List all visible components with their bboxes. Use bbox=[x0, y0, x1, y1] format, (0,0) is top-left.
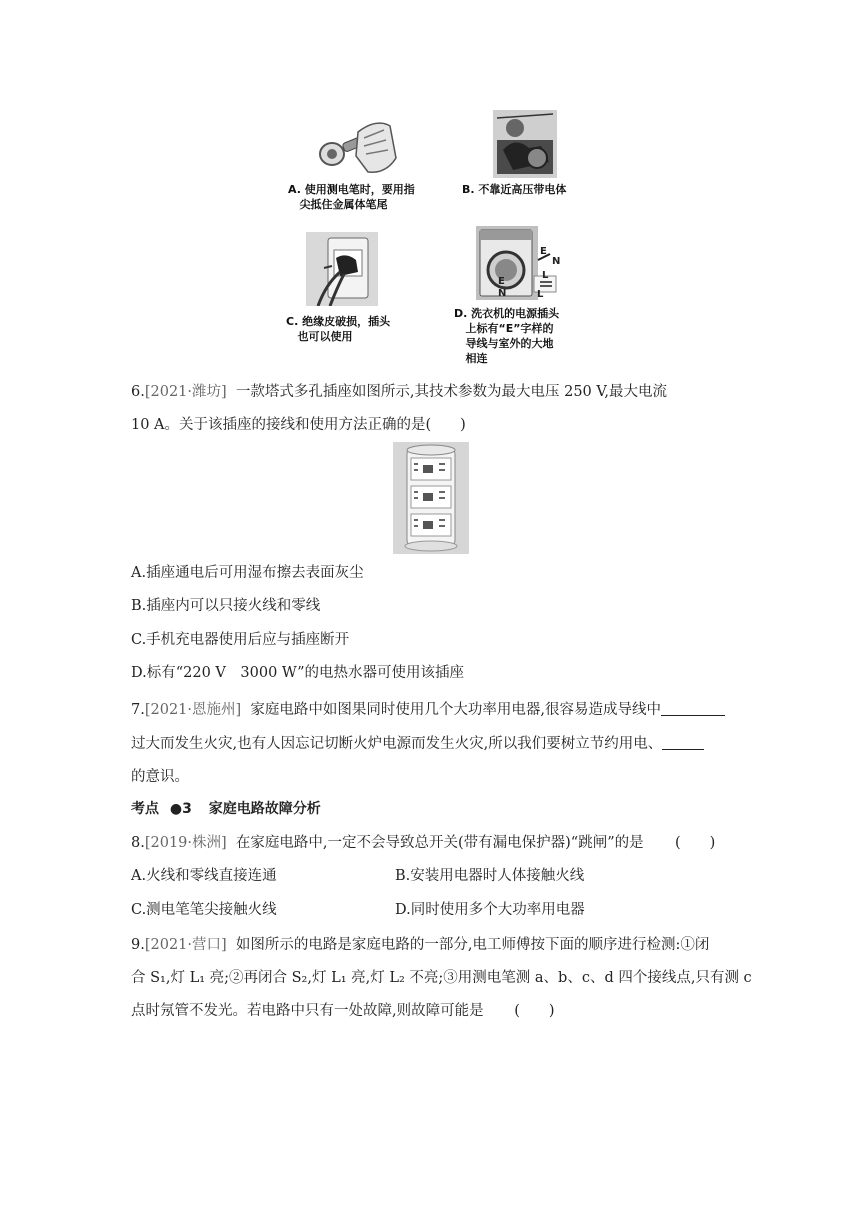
answer-blank-1[interactable] bbox=[661, 701, 725, 716]
caption-b: B. 不靠近高压带电体 bbox=[462, 183, 567, 196]
question-8-option-c: C.测电笔笔尖接触火线 bbox=[131, 902, 277, 918]
question-6-option-c: C.手机充电器使用后应与插座断开 bbox=[131, 632, 350, 648]
question-8-option-a: A.火线和零线直接连通 bbox=[131, 868, 277, 884]
question-6-line-2: 10 A。关于该插座的接线和使用方法正确的是( ) bbox=[131, 417, 466, 433]
tower-socket-image bbox=[393, 442, 469, 554]
question-number: 6. bbox=[131, 384, 145, 400]
plug-label-l-bottom: L bbox=[537, 289, 544, 300]
question-7-line-2 bbox=[131, 734, 704, 754]
question-8-option-d: D.同时使用多个大功率用电器 bbox=[395, 902, 585, 918]
question-8-option-b: B.安装用电器时人体接触火线 bbox=[395, 868, 585, 884]
question-7-line-3: 的意识。 bbox=[131, 769, 189, 785]
caption-c: C. 绝缘皮破损，插头 也可以使用 bbox=[286, 315, 391, 343]
section-label: 考点 bbox=[131, 801, 159, 817]
answer-paren: ( ) bbox=[514, 1003, 555, 1019]
question-9-line-3 bbox=[131, 1001, 555, 1021]
caption-a: A. 使用测电笔时，要用指 尖抵住金属体笔尾 bbox=[288, 183, 415, 211]
washing-machine-image bbox=[470, 224, 580, 304]
question-6-line-1 bbox=[131, 382, 667, 402]
high-voltage-image bbox=[493, 110, 557, 178]
section-heading bbox=[131, 799, 321, 819]
plug-label-e-top: E bbox=[540, 246, 547, 257]
plug-label-l-top: L bbox=[542, 270, 549, 281]
question-text: 如图所示的电路是家庭电路的一部分,电工师傅按下面的顺序进行检测:①闭 bbox=[235, 937, 710, 953]
question-6-option-a: A.插座通电后可用湿布擦去表面灰尘 bbox=[131, 565, 364, 581]
damaged-plug-image bbox=[306, 232, 378, 306]
question-6-option-b: B.插座内可以只接火线和零线 bbox=[131, 598, 321, 614]
caption-d: D. 洗衣机的电源插头 上标有“E”字样的 导线与室外的大地 相连 bbox=[454, 307, 560, 365]
figure-safety-practices bbox=[280, 108, 600, 370]
question-text: 家庭电路中如图果同时使用几个大功率用电器,很容易造成导线中 bbox=[250, 702, 661, 718]
question-source: [2019·株洲] bbox=[144, 835, 227, 851]
question-source: [2021·营口] bbox=[144, 937, 227, 953]
section-title: 家庭电路故障分析 bbox=[208, 801, 321, 817]
answer-blank-2[interactable] bbox=[662, 735, 704, 750]
question-text: 一款塔式多孔插座如图所示,其技术参数为最大电压 250 V,最大电流 bbox=[235, 384, 667, 400]
question-8-stem bbox=[131, 833, 644, 853]
question-source: [2021·潍坊] bbox=[144, 384, 227, 400]
tester-hand-image bbox=[298, 112, 408, 178]
plug-label-e-bottom: E bbox=[498, 276, 505, 287]
question-6-option-d: D.标有“220 V 3000 W”的电热水器可使用该插座 bbox=[131, 665, 464, 681]
section-number: ●3 bbox=[169, 801, 192, 817]
question-9-line-2: 合 S₁,灯 L₁ 亮;②再闭合 S₂,灯 L₁ 亮,灯 L₂ 不亮;③用测电笔测 a、b、c、d 四个接线点,只有测 c bbox=[131, 970, 752, 986]
question-7-line-1 bbox=[131, 700, 725, 720]
plug-label-n-bottom: N bbox=[498, 288, 507, 299]
question-number: 8. bbox=[131, 835, 145, 851]
plug-label-n-top: N bbox=[552, 256, 561, 267]
answer-paren: ( ) bbox=[675, 835, 716, 851]
question-text: 在家庭电路中,一定不会导致总开关(带有漏电保护器)“跳闸”的是 bbox=[235, 835, 644, 851]
question-number: 7. bbox=[131, 702, 145, 718]
question-text: 点时氖管不发光。若电路中只有一处故障,则故障可能是 bbox=[131, 1003, 484, 1019]
question-source: [2021·恩施州] bbox=[144, 702, 242, 718]
question-9-line-1 bbox=[131, 935, 709, 955]
question-number: 9. bbox=[131, 937, 145, 953]
question-text: 过大而发生火灾,也有人因忘记切断火炉电源而发生火灾,所以我们要树立节约用电、 bbox=[131, 736, 663, 752]
